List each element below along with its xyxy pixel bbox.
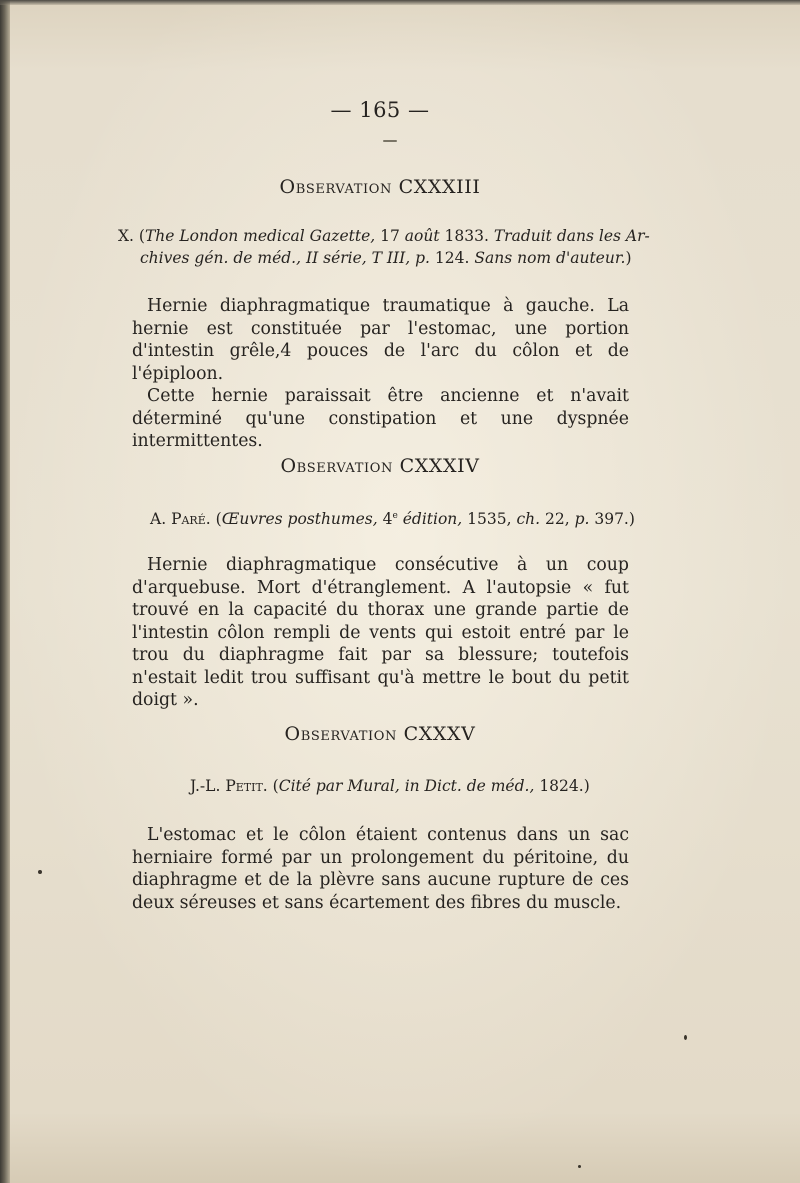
page-top-edge bbox=[0, 0, 800, 5]
citation-author: Paré. bbox=[171, 510, 211, 529]
paragraph: Hernie diaphragmatique consécutive à un coup d'arquebuse. Mort d'étranglement. A l'autopsie « fut trouvé en la capacité du thorax une grande partie de l'intestin côlon rempli de vents qui estoit entré par le trou du diaphragme fait par sa blessure; toutefois n'estait ledit trou suffisant qu'à mettre le bout du petit doigt ». bbox=[132, 555, 629, 710]
page-number: — 165 — bbox=[330, 98, 430, 122]
paragraph: Hernie diaphragmatique traumatique à gauche. La hernie est constituée par l'estomac, une portion d'intestin grêle,4 pouces de l'arc du côlon et de l'épiploon. bbox=[132, 296, 629, 384]
paper-speck bbox=[383, 140, 397, 142]
observation-text-cxxxiv bbox=[132, 554, 629, 712]
book-page: — 165 — Observation CXXXIII X. (The London medical Gazette, 17 août 1833. Traduit dans les Ar- chives gén. de méd., II série, T III, p. 124. Sans nom d'auteur.) Hernie diaphragmatique traumatique à gauche. La hernie est constituée par l'estomac, une portion d'intestin grêle,4 pouces de l'arc du côlon et de l'épiploon. Cette hernie paraissait être ancienne et n'avait déterminé qu'une constipation et une dyspnée intermittentes. Observation CXXXIV A. Paré. (Œuvres posthumes, 4e édition, 1535, ch. 22, p. 397.) Hernie diaphragmatique consécutive à un coup d'arquebuse. Mort d'étranglement. A l'autopsie « fut trouvé en la capacité du thorax une grande partie de l'intestin côlon rempli de vents qui estoit entré par le trou du diaphragme fait par sa blessure; toutefois n'estait ledit trou suffisant qu'à mettre le bout du petit doigt ». Observation CXXXV J.-L. Petit. (Cité par Mural, in Dict. de méd., 1824.) L'estomac et le côlon étaient contenus dans un sac herniaire formé par un prolongement du péritoine, du diaphragme et de la plèvre sans aucune rupture de ces deux séreuses et sans écartement des fibres du muscle. bbox=[0, 0, 800, 1183]
observation-text-cxxxv bbox=[132, 824, 629, 914]
observation-citation-cxxxv: J.-L. Petit. (Cité par Mural, in Dict. de méd., 1824.) bbox=[190, 777, 590, 795]
observation-citation-cxxxiv: A. Paré. (Œuvres posthumes, 4e édition, 1535, ch. 22, p. 397.) bbox=[150, 510, 635, 529]
citation-author: Petit. bbox=[225, 777, 268, 795]
observation-heading-cxxxv: Observation CXXXV bbox=[284, 723, 476, 745]
paragraph: Cette hernie paraissait être ancienne et n'avait déterminé qu'une constipation et une dyspnée intermittentes. bbox=[132, 386, 629, 451]
paragraph: L'estomac et le côlon étaient contenus dans un sac herniaire formé par un prolongement du péritoine, du diaphragme et de la plèvre sans aucune rupture de ces deux séreuses et sans écartement des fibres du muscle. bbox=[132, 825, 629, 913]
observation-heading-cxxxiii: Observation CXXXIII bbox=[279, 176, 481, 198]
paper-speck bbox=[684, 1035, 687, 1040]
paper-speck bbox=[578, 1165, 581, 1168]
paper-speck bbox=[38, 870, 42, 874]
observation-text-cxxxiii bbox=[132, 295, 629, 453]
observation-heading-cxxxiv: Observation CXXXIV bbox=[280, 455, 480, 477]
